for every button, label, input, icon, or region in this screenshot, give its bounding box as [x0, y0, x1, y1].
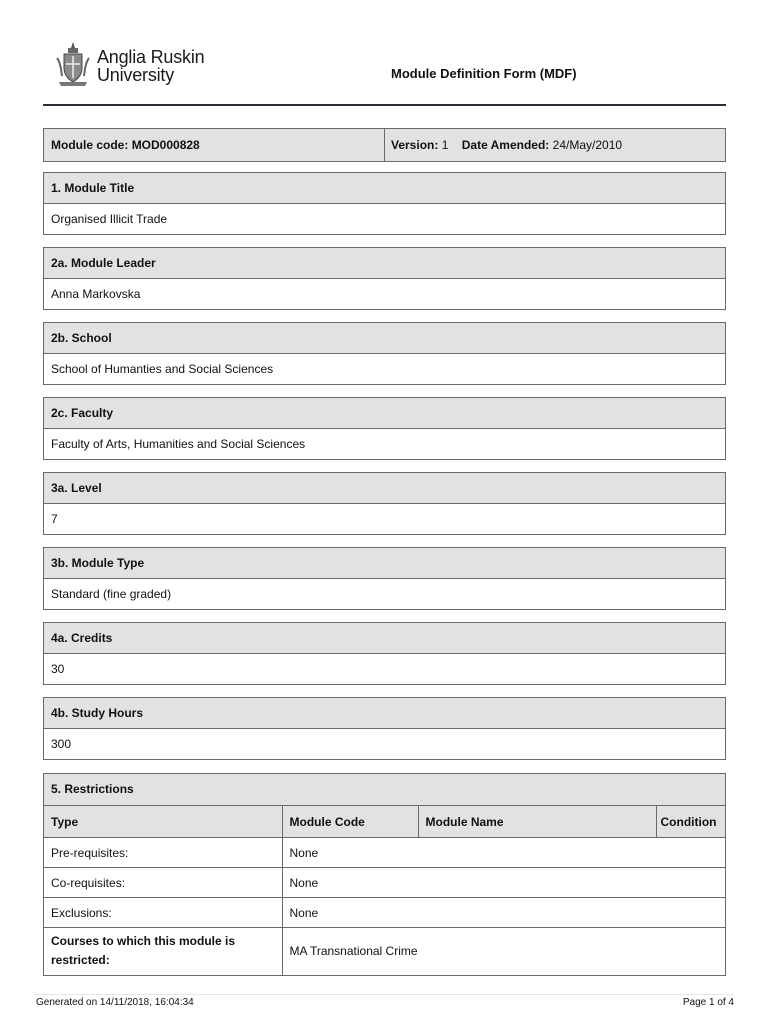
section-label: 4b. Study Hours	[44, 698, 725, 729]
section-study-hours	[43, 697, 726, 760]
logo-line1: Anglia Ruskin	[97, 47, 205, 67]
section-faculty	[43, 397, 726, 460]
section-value: 30	[51, 662, 65, 676]
restriction-code: MA Transnational Crime	[282, 928, 725, 975]
version-label: Version:	[391, 138, 439, 152]
restriction-code: None	[282, 838, 725, 868]
table-row	[44, 868, 725, 898]
restriction-type-line1: Courses to which this module is	[51, 934, 236, 949]
section-label: 1. Module Title	[44, 173, 725, 204]
version-value: 1	[441, 138, 449, 152]
form-title: Module Definition Form (MDF)	[391, 66, 577, 81]
module-code-value: MOD000828	[131, 138, 200, 152]
table-row	[44, 928, 725, 975]
section-module-leader	[43, 247, 726, 310]
restriction-code: None	[282, 868, 725, 898]
restriction-code: None	[282, 898, 725, 928]
section-value: School of Humanties and Social Sciences	[51, 362, 274, 376]
page-footer	[36, 994, 734, 1008]
section-value: Anna Markovska	[51, 287, 141, 301]
section-school	[43, 322, 726, 385]
table-row	[44, 898, 725, 928]
column-header: Module Code	[282, 806, 418, 838]
section-value: 300	[51, 737, 72, 751]
date-amended-value: 24/May/2010	[552, 138, 623, 152]
module-code-bar	[43, 128, 726, 162]
section-module-type	[43, 547, 726, 610]
section-value: Standard (fine graded)	[51, 587, 172, 601]
section-label: 2a. Module Leader	[44, 248, 725, 279]
restriction-type: Co-requisites:	[44, 868, 282, 898]
module-code-label: Module code:	[51, 138, 129, 152]
logo-line2: University	[97, 65, 175, 85]
section-label: 2b. School	[44, 323, 725, 354]
section-label: 3b. Module Type	[44, 548, 725, 579]
section-label: 2c. Faculty	[44, 398, 725, 429]
section-value: Faculty of Arts, Humanities and Social Sciences	[51, 437, 306, 451]
section-restrictions	[43, 773, 726, 976]
date-amended-label: Date Amended:	[461, 138, 550, 152]
section-credits	[43, 622, 726, 685]
column-header: Condition	[656, 806, 725, 838]
section-value: 7	[51, 512, 58, 526]
restriction-type: Pre-requisites:	[44, 838, 282, 868]
table-header-row	[44, 806, 725, 838]
page-number: Page 1 of 4	[682, 997, 734, 1008]
crest-icon	[55, 40, 91, 88]
restrictions-table	[44, 805, 725, 975]
section-value: Organised Illicit Trade	[51, 212, 168, 226]
restrictions-title: 5. Restrictions	[44, 774, 725, 805]
table-row	[44, 838, 725, 868]
section-label: 3a. Level	[44, 473, 725, 504]
section-module-title	[43, 172, 726, 235]
section-label: 4a. Credits	[44, 623, 725, 654]
page-header	[43, 38, 726, 106]
column-header: Type	[44, 806, 282, 838]
restriction-type: Exclusions:	[44, 898, 282, 928]
column-header: Module Name	[418, 806, 656, 838]
restriction-type	[44, 928, 282, 975]
section-level	[43, 472, 726, 535]
generated-timestamp: Generated on 14/11/2018, 16:04:34	[36, 997, 194, 1008]
university-logo	[55, 40, 215, 92]
restriction-type-line2: restricted:	[51, 953, 110, 968]
